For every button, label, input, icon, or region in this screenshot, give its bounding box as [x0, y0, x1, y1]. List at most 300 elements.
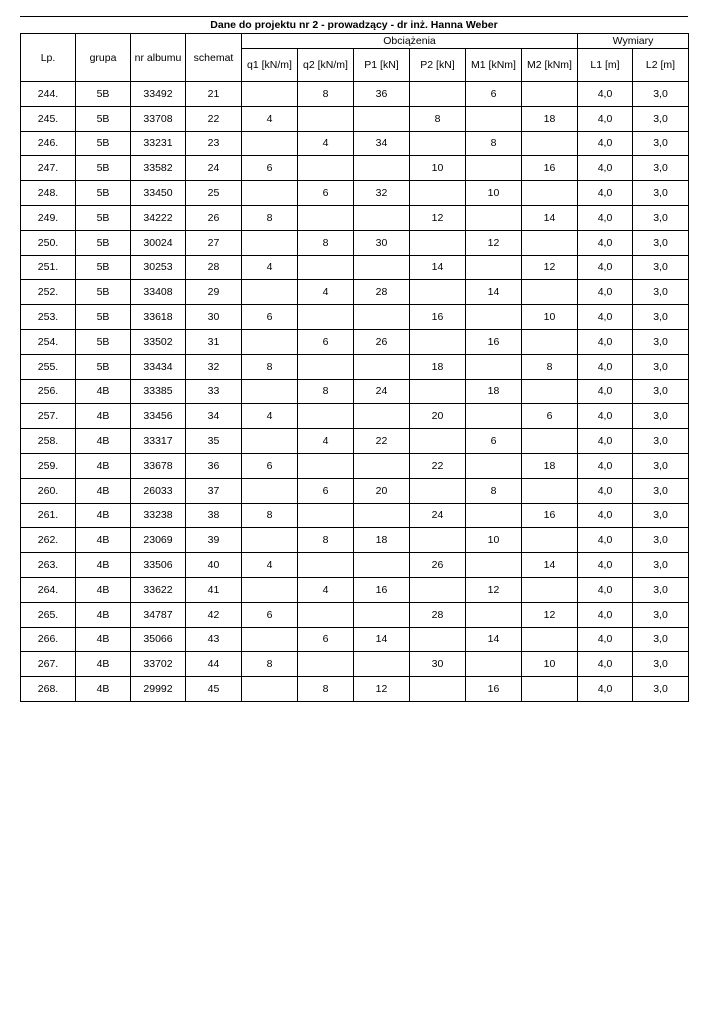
table-row — [21, 379, 689, 404]
cell-q2 — [298, 602, 354, 627]
cell-m1 — [466, 354, 522, 379]
cell-l1: 4,0 — [578, 677, 633, 702]
cell-lp: 244. — [21, 82, 76, 107]
cell-p2 — [410, 627, 466, 652]
cell-l1: 4,0 — [578, 205, 633, 230]
cell-l1: 4,0 — [578, 82, 633, 107]
cell-m1 — [466, 106, 522, 131]
cell-lp: 268. — [21, 677, 76, 702]
cell-m1 — [466, 305, 522, 330]
cell-lp: 262. — [21, 528, 76, 553]
cell-grupa: 5B — [76, 329, 131, 354]
table-row — [21, 652, 689, 677]
assignment-table — [20, 33, 689, 702]
cell-m1 — [466, 205, 522, 230]
cell-m1: 10 — [466, 181, 522, 206]
cell-l2: 3,0 — [633, 82, 689, 107]
cell-schemat: 38 — [186, 503, 242, 528]
cell-nr-albumu: 30253 — [131, 255, 186, 280]
cell-m1: 12 — [466, 577, 522, 602]
cell-m2: 18 — [522, 453, 578, 478]
cell-q2 — [298, 305, 354, 330]
cell-p1 — [354, 602, 410, 627]
header-m2: M2 [kNm] — [522, 49, 578, 82]
cell-grupa: 4B — [76, 677, 131, 702]
header-q2: q2 [kN/m] — [298, 49, 354, 82]
cell-nr-albumu: 33702 — [131, 652, 186, 677]
cell-l2: 3,0 — [633, 503, 689, 528]
cell-q1: 4 — [242, 404, 298, 429]
table-row — [21, 205, 689, 230]
cell-q2: 6 — [298, 329, 354, 354]
cell-p1: 36 — [354, 82, 410, 107]
cell-lp: 256. — [21, 379, 76, 404]
cell-m1: 8 — [466, 478, 522, 503]
cell-p1: 16 — [354, 577, 410, 602]
cell-q1 — [242, 329, 298, 354]
table-row — [21, 453, 689, 478]
cell-m1: 10 — [466, 528, 522, 553]
cell-p2: 16 — [410, 305, 466, 330]
cell-schemat: 23 — [186, 131, 242, 156]
cell-p1: 30 — [354, 230, 410, 255]
cell-p1: 32 — [354, 181, 410, 206]
cell-p1 — [354, 453, 410, 478]
cell-schemat: 33 — [186, 379, 242, 404]
cell-m1 — [466, 404, 522, 429]
cell-schemat: 45 — [186, 677, 242, 702]
header-wymiary: Wymiary — [578, 34, 689, 49]
cell-m1: 8 — [466, 131, 522, 156]
header-grupa: grupa — [76, 34, 131, 82]
cell-q2: 4 — [298, 577, 354, 602]
cell-m1: 14 — [466, 627, 522, 652]
table-row — [21, 577, 689, 602]
cell-grupa: 4B — [76, 577, 131, 602]
cell-schemat: 40 — [186, 553, 242, 578]
cell-grupa: 4B — [76, 379, 131, 404]
cell-nr-albumu: 33502 — [131, 329, 186, 354]
cell-l2: 3,0 — [633, 379, 689, 404]
cell-schemat: 42 — [186, 602, 242, 627]
cell-q2 — [298, 503, 354, 528]
cell-q1 — [242, 379, 298, 404]
cell-l1: 4,0 — [578, 627, 633, 652]
cell-nr-albumu: 34222 — [131, 205, 186, 230]
cell-p2: 20 — [410, 404, 466, 429]
table-row — [21, 354, 689, 379]
cell-q2 — [298, 553, 354, 578]
cell-lp: 249. — [21, 205, 76, 230]
cell-schemat: 30 — [186, 305, 242, 330]
cell-l1: 4,0 — [578, 528, 633, 553]
cell-nr-albumu: 33622 — [131, 577, 186, 602]
cell-q2: 4 — [298, 429, 354, 454]
table-row — [21, 305, 689, 330]
cell-l2: 3,0 — [633, 429, 689, 454]
cell-schemat: 31 — [186, 329, 242, 354]
cell-m2 — [522, 280, 578, 305]
cell-l1: 4,0 — [578, 280, 633, 305]
cell-m2: 16 — [522, 156, 578, 181]
cell-p2: 26 — [410, 553, 466, 578]
table-row — [21, 329, 689, 354]
cell-l2: 3,0 — [633, 627, 689, 652]
cell-m2 — [522, 528, 578, 553]
cell-schemat: 43 — [186, 627, 242, 652]
cell-q2 — [298, 255, 354, 280]
cell-nr-albumu: 33238 — [131, 503, 186, 528]
cell-p1 — [354, 156, 410, 181]
cell-lp: 245. — [21, 106, 76, 131]
cell-p2 — [410, 379, 466, 404]
table-header — [21, 34, 689, 82]
cell-l1: 4,0 — [578, 503, 633, 528]
cell-nr-albumu: 34787 — [131, 602, 186, 627]
cell-lp: 252. — [21, 280, 76, 305]
cell-q1: 6 — [242, 453, 298, 478]
cell-q2: 8 — [298, 528, 354, 553]
cell-q1 — [242, 478, 298, 503]
cell-schemat: 26 — [186, 205, 242, 230]
cell-q2: 8 — [298, 677, 354, 702]
header-obciazenia: Obciążenia — [242, 34, 578, 49]
cell-l2: 3,0 — [633, 478, 689, 503]
cell-l2: 3,0 — [633, 528, 689, 553]
cell-lp: 259. — [21, 453, 76, 478]
cell-p2 — [410, 478, 466, 503]
cell-q1: 6 — [242, 156, 298, 181]
cell-p1 — [354, 404, 410, 429]
cell-q2 — [298, 453, 354, 478]
cell-l1: 4,0 — [578, 652, 633, 677]
cell-schemat: 28 — [186, 255, 242, 280]
cell-p2 — [410, 528, 466, 553]
cell-q1: 6 — [242, 602, 298, 627]
cell-schemat: 32 — [186, 354, 242, 379]
cell-m2: 10 — [522, 652, 578, 677]
cell-m1: 16 — [466, 677, 522, 702]
cell-p2: 8 — [410, 106, 466, 131]
cell-p2 — [410, 181, 466, 206]
cell-grupa: 4B — [76, 602, 131, 627]
cell-p2: 18 — [410, 354, 466, 379]
cell-q2: 8 — [298, 230, 354, 255]
cell-grupa: 4B — [76, 652, 131, 677]
cell-l2: 3,0 — [633, 577, 689, 602]
cell-lp: 261. — [21, 503, 76, 528]
cell-lp: 258. — [21, 429, 76, 454]
cell-p1 — [354, 553, 410, 578]
table-row — [21, 602, 689, 627]
cell-p2 — [410, 329, 466, 354]
cell-q1: 8 — [242, 205, 298, 230]
cell-lp: 248. — [21, 181, 76, 206]
cell-q1: 8 — [242, 503, 298, 528]
cell-l1: 4,0 — [578, 255, 633, 280]
cell-q1 — [242, 627, 298, 652]
cell-l2: 3,0 — [633, 404, 689, 429]
cell-l2: 3,0 — [633, 280, 689, 305]
cell-m2 — [522, 677, 578, 702]
table-row — [21, 230, 689, 255]
cell-schemat: 36 — [186, 453, 242, 478]
cell-q1 — [242, 280, 298, 305]
cell-m2 — [522, 379, 578, 404]
cell-l1: 4,0 — [578, 329, 633, 354]
cell-lp: 260. — [21, 478, 76, 503]
cell-m2: 16 — [522, 503, 578, 528]
cell-p1 — [354, 255, 410, 280]
cell-q1 — [242, 230, 298, 255]
table-row — [21, 478, 689, 503]
cell-grupa: 4B — [76, 429, 131, 454]
header-p2: P2 [kN] — [410, 49, 466, 82]
cell-nr-albumu: 33385 — [131, 379, 186, 404]
header-l1: L1 [m] — [578, 49, 633, 82]
cell-m1: 18 — [466, 379, 522, 404]
cell-l1: 4,0 — [578, 553, 633, 578]
cell-q1: 4 — [242, 106, 298, 131]
cell-nr-albumu: 33408 — [131, 280, 186, 305]
cell-lp: 250. — [21, 230, 76, 255]
cell-l1: 4,0 — [578, 156, 633, 181]
cell-nr-albumu: 33450 — [131, 181, 186, 206]
cell-nr-albumu: 29992 — [131, 677, 186, 702]
cell-q2 — [298, 404, 354, 429]
cell-q1 — [242, 181, 298, 206]
header-nr-albumu: nr albumu — [131, 34, 186, 82]
cell-nr-albumu: 35066 — [131, 627, 186, 652]
cell-l2: 3,0 — [633, 354, 689, 379]
cell-p1 — [354, 205, 410, 230]
cell-l2: 3,0 — [633, 553, 689, 578]
cell-p2 — [410, 677, 466, 702]
cell-schemat: 41 — [186, 577, 242, 602]
cell-p2: 24 — [410, 503, 466, 528]
cell-lp: 255. — [21, 354, 76, 379]
cell-grupa: 4B — [76, 528, 131, 553]
cell-q2: 4 — [298, 280, 354, 305]
cell-lp: 263. — [21, 553, 76, 578]
cell-q1 — [242, 82, 298, 107]
cell-m2 — [522, 181, 578, 206]
cell-schemat: 44 — [186, 652, 242, 677]
cell-m2 — [522, 230, 578, 255]
header-schemat: schemat — [186, 34, 242, 82]
cell-p1: 28 — [354, 280, 410, 305]
cell-schemat: 24 — [186, 156, 242, 181]
cell-l2: 3,0 — [633, 131, 689, 156]
cell-lp: 266. — [21, 627, 76, 652]
cell-l1: 4,0 — [578, 354, 633, 379]
cell-nr-albumu: 33434 — [131, 354, 186, 379]
cell-p1 — [354, 354, 410, 379]
cell-l1: 4,0 — [578, 181, 633, 206]
cell-q1 — [242, 429, 298, 454]
cell-q1: 4 — [242, 255, 298, 280]
cell-m2: 12 — [522, 602, 578, 627]
cell-grupa: 5B — [76, 230, 131, 255]
cell-nr-albumu: 33678 — [131, 453, 186, 478]
table-body — [21, 82, 689, 702]
cell-m2: 14 — [522, 205, 578, 230]
cell-l1: 4,0 — [578, 577, 633, 602]
cell-l2: 3,0 — [633, 230, 689, 255]
cell-p1 — [354, 106, 410, 131]
cell-m1 — [466, 453, 522, 478]
cell-q2: 8 — [298, 379, 354, 404]
cell-l2: 3,0 — [633, 156, 689, 181]
cell-p2: 12 — [410, 205, 466, 230]
cell-grupa: 4B — [76, 453, 131, 478]
cell-l2: 3,0 — [633, 255, 689, 280]
cell-p2: 14 — [410, 255, 466, 280]
cell-q1 — [242, 528, 298, 553]
cell-lp: 247. — [21, 156, 76, 181]
cell-p2: 28 — [410, 602, 466, 627]
table-row — [21, 429, 689, 454]
cell-q2 — [298, 106, 354, 131]
cell-l2: 3,0 — [633, 106, 689, 131]
cell-p1 — [354, 652, 410, 677]
cell-nr-albumu: 33618 — [131, 305, 186, 330]
cell-grupa: 5B — [76, 156, 131, 181]
cell-l1: 4,0 — [578, 106, 633, 131]
cell-l1: 4,0 — [578, 131, 633, 156]
cell-q1 — [242, 677, 298, 702]
cell-l2: 3,0 — [633, 305, 689, 330]
header-p1: P1 [kN] — [354, 49, 410, 82]
table-row — [21, 131, 689, 156]
cell-q2: 6 — [298, 181, 354, 206]
cell-p2: 30 — [410, 652, 466, 677]
cell-schemat: 39 — [186, 528, 242, 553]
cell-nr-albumu: 30024 — [131, 230, 186, 255]
cell-l1: 4,0 — [578, 429, 633, 454]
header-l2: L2 [m] — [633, 49, 689, 82]
cell-grupa: 5B — [76, 106, 131, 131]
cell-p2 — [410, 577, 466, 602]
cell-schemat: 27 — [186, 230, 242, 255]
cell-m2: 14 — [522, 553, 578, 578]
cell-l2: 3,0 — [633, 205, 689, 230]
cell-m1 — [466, 156, 522, 181]
cell-grupa: 4B — [76, 404, 131, 429]
cell-m1: 14 — [466, 280, 522, 305]
cell-l2: 3,0 — [633, 677, 689, 702]
cell-grupa: 5B — [76, 354, 131, 379]
table-row — [21, 181, 689, 206]
cell-m1 — [466, 255, 522, 280]
cell-nr-albumu: 33708 — [131, 106, 186, 131]
cell-q2 — [298, 652, 354, 677]
cell-q1: 6 — [242, 305, 298, 330]
cell-l1: 4,0 — [578, 379, 633, 404]
cell-m1 — [466, 652, 522, 677]
project-data-sheet — [20, 16, 688, 702]
header-q1: q1 [kN/m] — [242, 49, 298, 82]
cell-m2 — [522, 478, 578, 503]
cell-p2 — [410, 230, 466, 255]
cell-grupa: 4B — [76, 478, 131, 503]
cell-l1: 4,0 — [578, 478, 633, 503]
table-row — [21, 404, 689, 429]
cell-nr-albumu: 33506 — [131, 553, 186, 578]
cell-m2 — [522, 329, 578, 354]
cell-grupa: 4B — [76, 627, 131, 652]
cell-m2: 12 — [522, 255, 578, 280]
cell-m1: 16 — [466, 329, 522, 354]
cell-grupa: 5B — [76, 82, 131, 107]
cell-m1 — [466, 503, 522, 528]
cell-p1 — [354, 305, 410, 330]
cell-p2 — [410, 131, 466, 156]
cell-p1: 18 — [354, 528, 410, 553]
cell-nr-albumu: 33582 — [131, 156, 186, 181]
cell-nr-albumu: 33456 — [131, 404, 186, 429]
table-row — [21, 82, 689, 107]
cell-p2 — [410, 429, 466, 454]
cell-l2: 3,0 — [633, 329, 689, 354]
table-row — [21, 677, 689, 702]
cell-l1: 4,0 — [578, 453, 633, 478]
header-lp: Lp. — [21, 34, 76, 82]
cell-q2: 6 — [298, 478, 354, 503]
cell-m2 — [522, 577, 578, 602]
cell-q2 — [298, 354, 354, 379]
document-title: Dane do projektu nr 2 - prowadzący - dr inż. Hanna Weber — [20, 16, 688, 33]
cell-schemat: 22 — [186, 106, 242, 131]
cell-p1: 20 — [354, 478, 410, 503]
cell-grupa: 5B — [76, 280, 131, 305]
cell-grupa: 5B — [76, 181, 131, 206]
cell-m1 — [466, 602, 522, 627]
cell-p1: 12 — [354, 677, 410, 702]
table-row — [21, 106, 689, 131]
cell-q2: 8 — [298, 82, 354, 107]
cell-lp: 264. — [21, 577, 76, 602]
cell-m2 — [522, 131, 578, 156]
cell-m1: 6 — [466, 82, 522, 107]
cell-grupa: 5B — [76, 305, 131, 330]
cell-schemat: 35 — [186, 429, 242, 454]
cell-grupa: 4B — [76, 503, 131, 528]
cell-l1: 4,0 — [578, 404, 633, 429]
cell-nr-albumu: 33231 — [131, 131, 186, 156]
cell-lp: 254. — [21, 329, 76, 354]
cell-lp: 253. — [21, 305, 76, 330]
cell-nr-albumu: 33492 — [131, 82, 186, 107]
cell-m2 — [522, 82, 578, 107]
table-row — [21, 280, 689, 305]
cell-l2: 3,0 — [633, 181, 689, 206]
cell-schemat: 25 — [186, 181, 242, 206]
cell-grupa: 5B — [76, 131, 131, 156]
cell-q2: 6 — [298, 627, 354, 652]
cell-schemat: 37 — [186, 478, 242, 503]
header-m1: M1 [kNm] — [466, 49, 522, 82]
cell-lp: 251. — [21, 255, 76, 280]
cell-p2 — [410, 280, 466, 305]
cell-lp: 246. — [21, 131, 76, 156]
table-row — [21, 156, 689, 181]
cell-m1 — [466, 553, 522, 578]
cell-m2: 8 — [522, 354, 578, 379]
cell-grupa: 5B — [76, 205, 131, 230]
table-row — [21, 503, 689, 528]
cell-m2: 10 — [522, 305, 578, 330]
